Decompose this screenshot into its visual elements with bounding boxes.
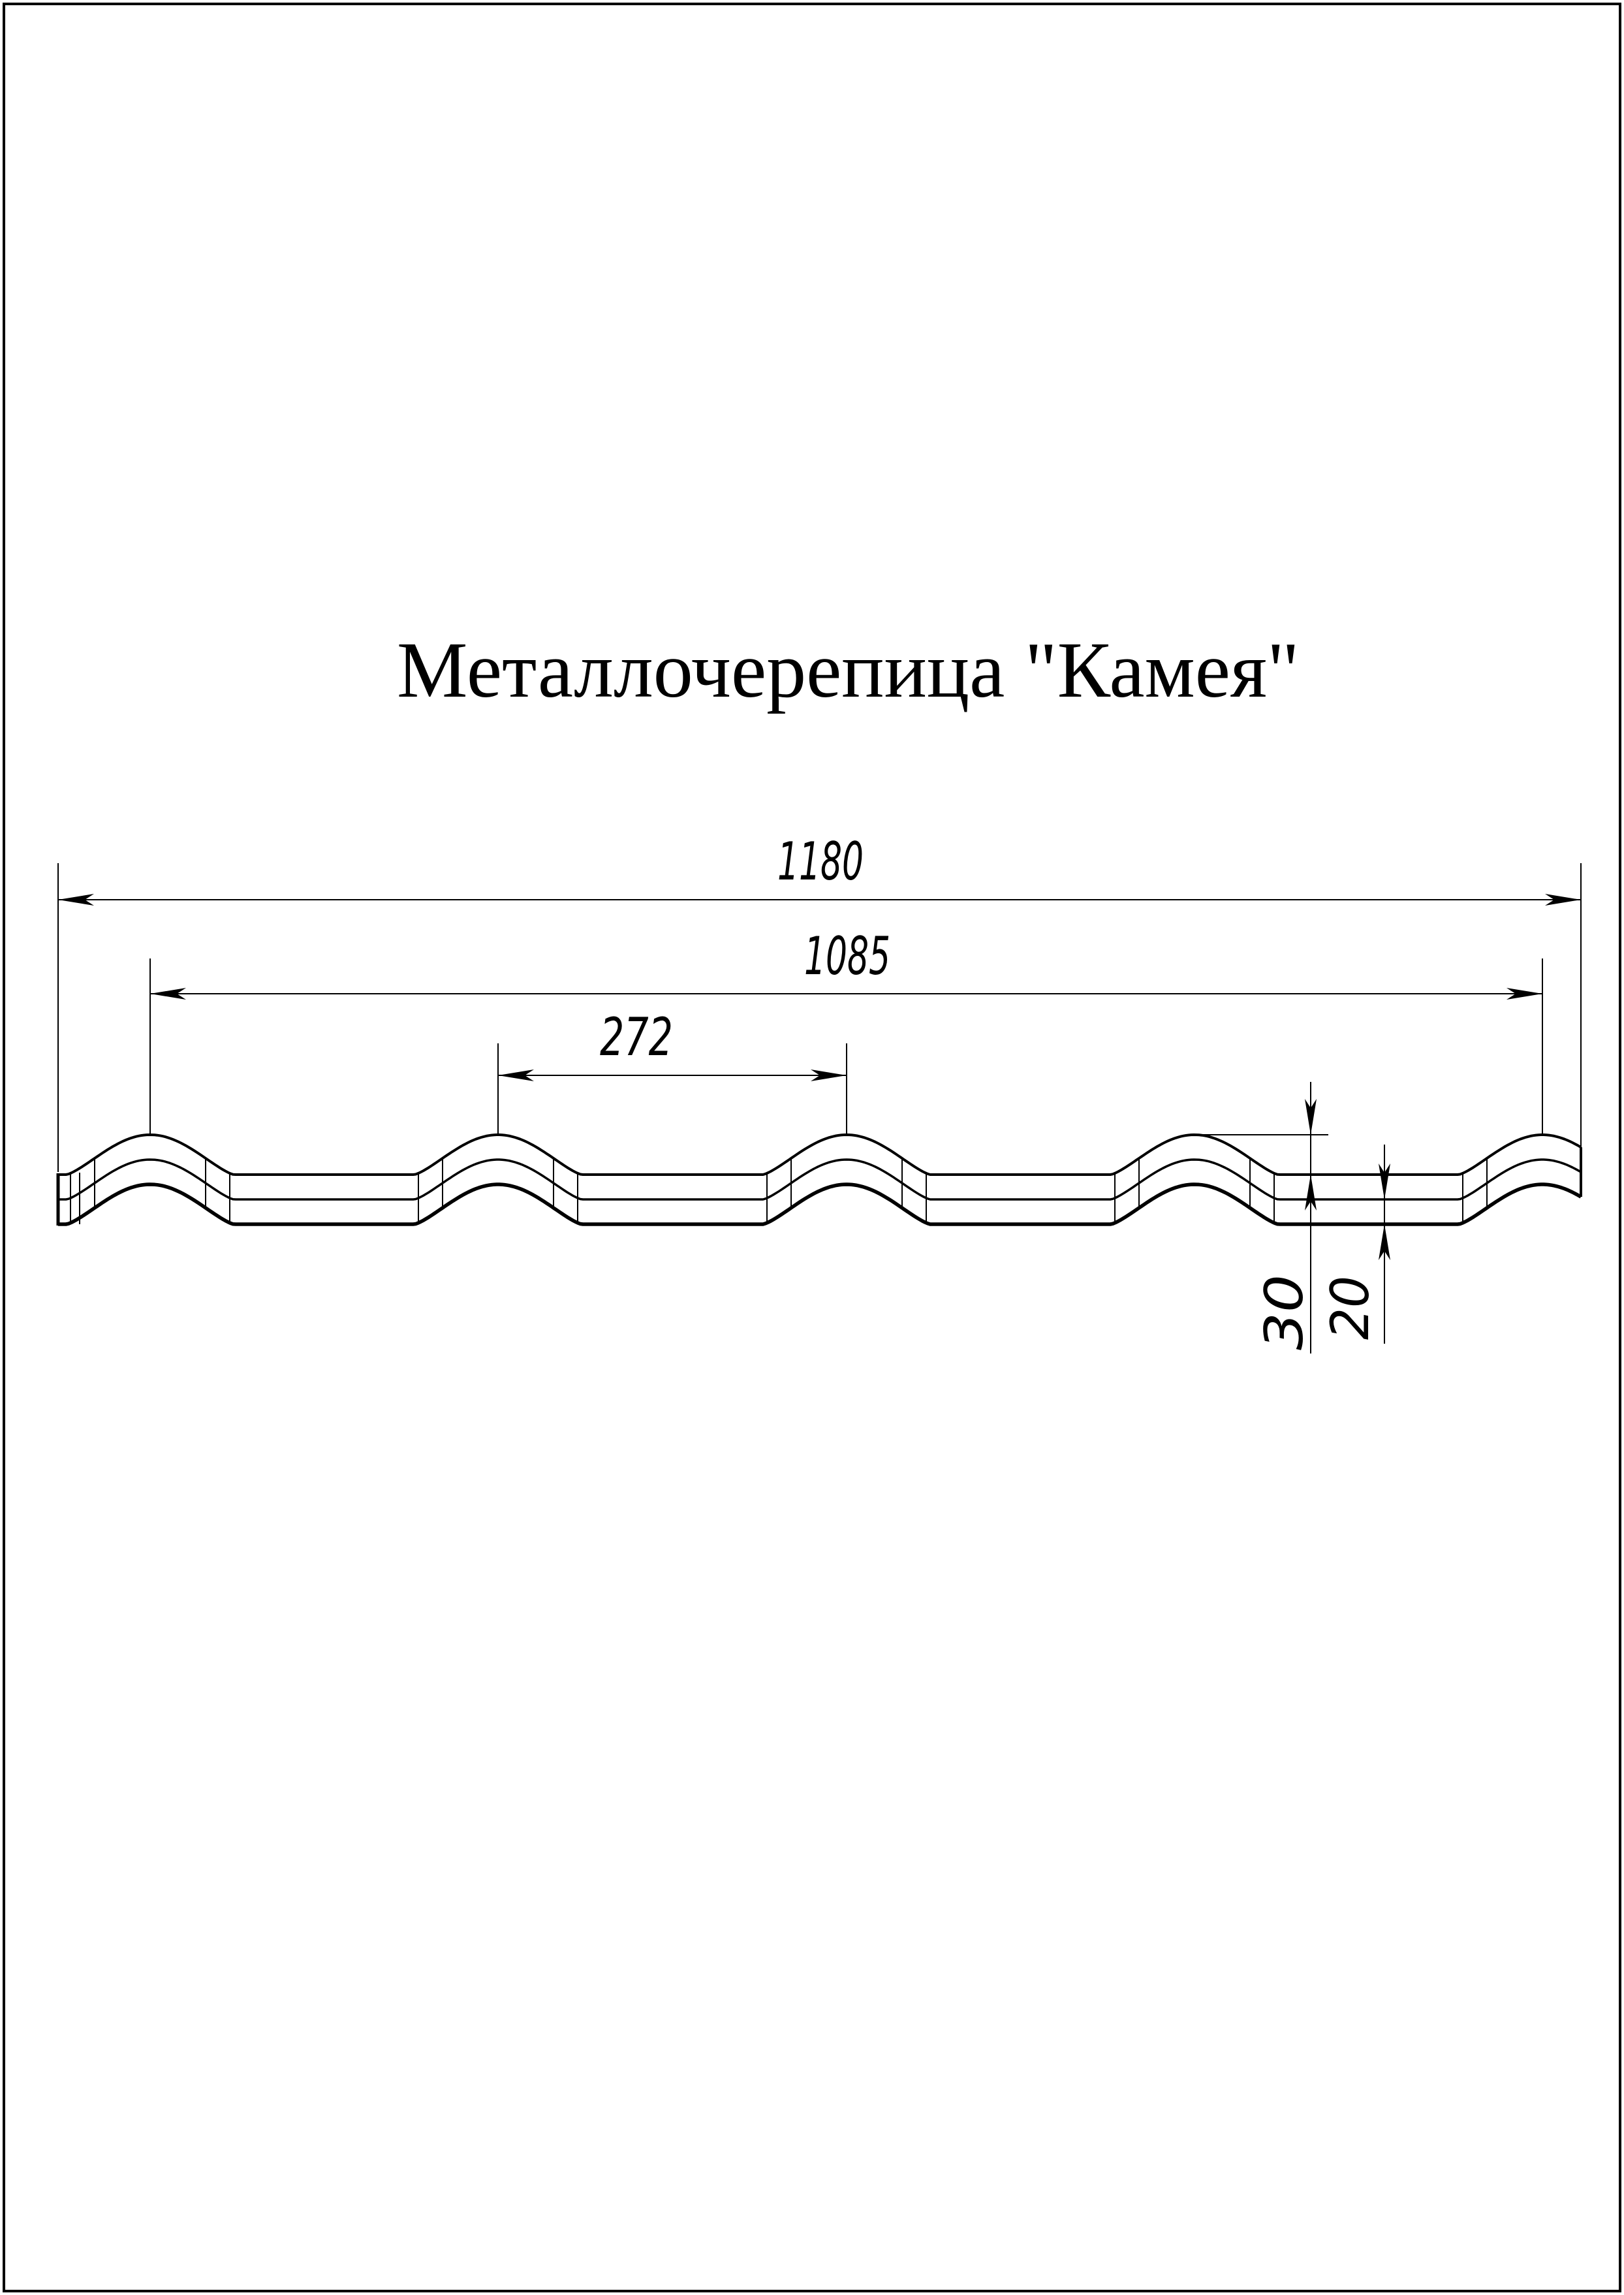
profile-contour-top: [58, 1135, 1581, 1175]
drawing-title: Металлочерепица "Камея": [397, 626, 1300, 714]
tile-profile-section: [58, 1135, 1581, 1226]
dim-step-height-label: 20: [1320, 1273, 1381, 1340]
dim-wave-height-label: 30: [1254, 1284, 1315, 1350]
dim-working-width-label: 1085: [804, 926, 890, 987]
dimension-labels: [600, 831, 1381, 1350]
dim-overall-width-label: 1180: [777, 831, 864, 892]
profile-contour-bottom: [58, 1184, 1581, 1224]
profile-contour-middle: [58, 1160, 1581, 1199]
dim-wave-pitch-label: 272: [600, 1007, 673, 1068]
page-frame: [4, 4, 1620, 2291]
